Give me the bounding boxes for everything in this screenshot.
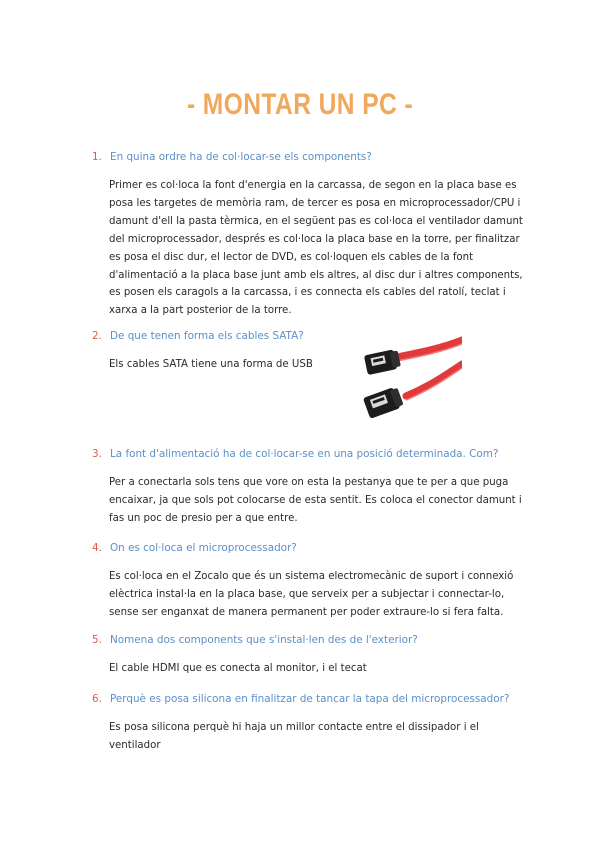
question-2-text: De que tenen forma els cables SATA? (110, 330, 304, 342)
question-6-text: Perquè es posa silicona en finalitzar de tancar la tapa del microprocessador? (110, 693, 510, 705)
question-1-number: 1. (92, 151, 102, 163)
question-6-number: 6. (92, 693, 102, 705)
question-5 (92, 633, 418, 647)
question-1-text: En quina ordre ha de col·locar-se els components? (110, 151, 372, 163)
question-3-number: 3. (92, 448, 102, 460)
answer-5: El cable HDMI que es conecta al monitor, i el tecat (109, 663, 367, 674)
sata-cable-image (352, 334, 462, 428)
question-3-text: La font d'alimentació ha de col·locar-se en una posició determinada. Com? (110, 448, 499, 460)
question-2 (92, 329, 304, 343)
question-4-number: 4. (92, 542, 102, 554)
question-1 (92, 150, 372, 164)
page-title: - MONTAR UN PC - (186, 88, 414, 121)
answer-4: Es col·loca en el Zocalo que és un sistema electromecànic de suport i connexió elèctrica instal·la en la placa base, que serveix per a subjectar i connectar-lo, sense ser enganxat de manera permanent per poder extraure-lo si fera falta. (109, 571, 514, 618)
answer-6: Es posa silicona perquè hi haja un millor contacte entre el dissipador i el ventilador (109, 722, 479, 751)
question-5-text: Nomena dos components que s'instal·len des de l'exterior? (110, 634, 418, 646)
question-2-number: 2. (92, 330, 102, 342)
question-5-number: 5. (92, 634, 102, 646)
question-3 (92, 447, 498, 461)
answer-1: Primer es col·loca la font d'energia en la carcassa, de segon en la placa base es posa les targetes de memòria ram, de tercer es posa en microprocessador/CPU i damunt d'ell la pasta tèrmica, en el següent pas es col·loca el ventilador damunt del microprocessador, després es col·loca la placa base en la torre, per finalitzar es posa el disc dur, el lector de DVD, es col·loquen els cables de la font d'alimentació a la placa base junt amb els altres, al disc dur i altres components, es posen els caragols a la carcassa, i es connecta els cables del ratolí, teclat i xarxa a la part posterior de la torre. (109, 180, 523, 317)
answer-2: Els cables SATA tiene una forma de USB (109, 359, 313, 370)
question-4 (92, 541, 297, 555)
question-4-text: On es col·loca el microprocessador? (110, 542, 297, 554)
question-6 (92, 692, 509, 706)
answer-3: Per a conectarla sols tens que vore on esta la pestanya que te per a que puga encaixar, ja que sols pot colocarse de esta sentit. Es coloca el conector damunt i fas un poc de presio per a que entre. (109, 477, 522, 524)
